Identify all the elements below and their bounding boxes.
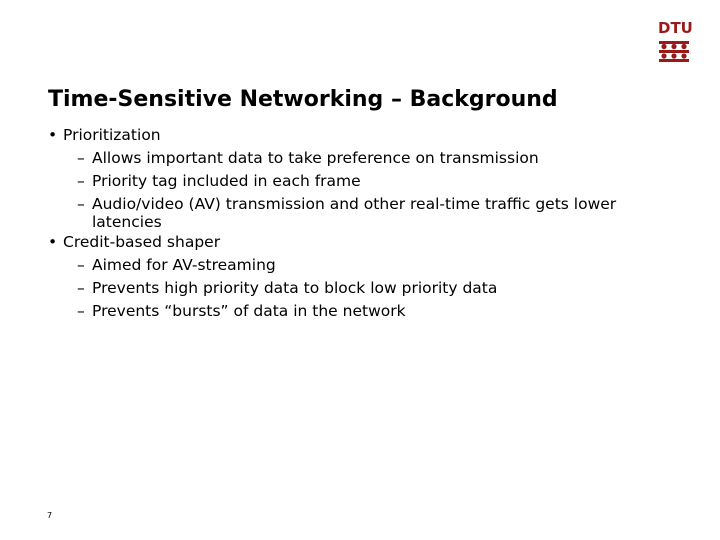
sub-bullet-item xyxy=(48,147,668,170)
dash-marker: – xyxy=(77,302,85,320)
bullet-text: Credit-based shaper xyxy=(63,233,221,251)
dtu-logo-text: DTU xyxy=(658,19,693,37)
sub-bullet-text: Prevents high priority data to block low priority data xyxy=(92,279,498,297)
sub-bullet-text: Prevents “bursts” of data in the network xyxy=(92,302,406,320)
dash-marker: – xyxy=(77,279,85,297)
dash-marker: – xyxy=(77,195,85,213)
dash-marker: – xyxy=(77,256,85,274)
sub-bullet-text: Priority tag included in each frame xyxy=(92,172,361,190)
bullet-marker: • xyxy=(48,126,58,144)
sub-bullet-item xyxy=(48,254,668,277)
sub-bullet-item xyxy=(48,193,668,231)
bullet-item xyxy=(48,124,668,147)
bullet-text: Prioritization xyxy=(63,126,161,144)
dash-marker: – xyxy=(77,172,85,190)
page-title: Time-Sensitive Networking – Background xyxy=(48,87,558,112)
sub-bullet-item xyxy=(48,300,668,323)
dtu-logo-icon xyxy=(658,40,690,64)
page-number: 7 xyxy=(47,511,53,520)
sub-bullet-item xyxy=(48,277,668,300)
bullet-list xyxy=(48,124,668,323)
sub-bullet-text: Allows important data to take preference on transmission xyxy=(92,149,539,167)
dash-marker: – xyxy=(77,149,85,167)
sub-bullet-text: Audio/video (AV) transmission and other real-time traffic gets lower latencies xyxy=(92,195,617,231)
bullet-item xyxy=(48,231,668,254)
dtu-logo xyxy=(658,19,693,65)
bullet-marker: • xyxy=(48,233,58,251)
sub-bullet-text: Aimed for AV-streaming xyxy=(92,256,276,274)
sub-bullet-item xyxy=(48,170,668,193)
